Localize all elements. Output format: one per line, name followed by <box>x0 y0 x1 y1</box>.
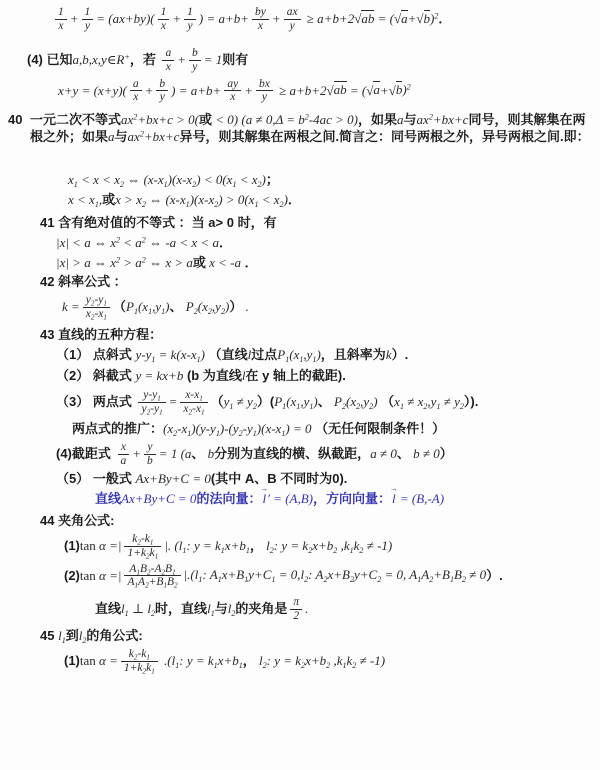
text-run: 43 直线的五种方程： <box>40 327 163 343</box>
text-run: 41 含有绝对值的不等式 ：当 a> 0 时，有 <box>40 214 277 230</box>
fraction: $\frac{b}{y}$ <box>156 78 168 105</box>
math-run: + <box>172 10 182 26</box>
math-function: tan <box>79 537 100 553</box>
doc-line <box>58 78 600 105</box>
text-run: ； <box>265 172 279 188</box>
numbered-paragraph <box>8 112 600 146</box>
math-run: $P_2(x_2,y_2)$ <box>330 393 378 411</box>
doc-line <box>56 441 600 468</box>
math-run: = (B,-A) <box>396 491 445 507</box>
math-run: $l_2$ <box>227 601 236 618</box>
fraction: $\frac{k_2-k_1}{1+k_2k_1}$ <box>121 648 158 675</box>
text-run: 的法向量： <box>196 491 262 507</box>
text-run: 的角公式: <box>86 628 143 644</box>
math-run: |. ($l_1$: $y = k_1x+b_1$ <box>164 537 250 555</box>
doc-line <box>27 47 600 74</box>
fraction: $\frac{ay}{x}$ <box>224 78 241 105</box>
math-run: $(x_2-x_1)(y-y_1)-(y_2-y_1)(x-x_1) = 0$ <box>163 420 312 438</box>
text-run: ． <box>287 191 301 207</box>
text-run: (4) 已知 <box>27 51 73 67</box>
text-run: (其中 A、B 不同时为0). <box>210 471 348 487</box>
text-run: ， <box>242 652 256 668</box>
math-run: α = <box>99 652 118 668</box>
text-run: 、 <box>396 446 410 462</box>
sqrt-radical: √ab <box>326 82 347 98</box>
text-run: ． <box>438 10 452 26</box>
fraction: $\frac{y}{b}$ <box>144 441 156 468</box>
math-run: = <box>168 393 178 409</box>
text-run: 或 <box>192 254 206 270</box>
math-run: . <box>305 601 309 617</box>
text-run: ）). <box>463 393 479 409</box>
math-run: $P_1(x_1,y_1)$ <box>274 393 318 411</box>
math-run: a <box>108 129 115 145</box>
text-run: 同号，则其解集在两根之外；如果 <box>30 112 586 145</box>
fraction: $\frac{x}{a}$ <box>118 441 130 468</box>
text-run: ） <box>439 446 453 462</box>
fraction: $\frac{y-y_1}{y_2-y_1}$ <box>138 389 165 416</box>
text-run: （直线 <box>205 347 248 363</box>
fraction: $\frac{bx}{y}$ <box>256 78 273 105</box>
math-run: )$^2$ <box>402 82 411 98</box>
fraction: $\frac{b}{y}$ <box>189 47 201 74</box>
doc-line <box>95 491 600 508</box>
fraction: $\frac{1}{x}$ <box>55 6 67 33</box>
doc-line <box>56 471 600 488</box>
vector-symbol: l → <box>262 491 266 508</box>
text-run: 的夹角是 <box>235 601 288 617</box>
math-run: $x > x_2$ ⇔ $(x-x_1)(x-x_2) > 0(x_1 < x_2)$ <box>115 191 288 209</box>
math-run: x < -a <box>205 254 241 270</box>
text-run: ，若 <box>129 51 160 67</box>
doc-line <box>64 533 600 560</box>
math-run: $l_2$ <box>78 628 87 645</box>
math-run: ) = a+b+ <box>198 10 250 26</box>
sqrt-radical: √ab <box>354 10 375 26</box>
doc-line <box>40 215 600 232</box>
doc-line <box>40 513 600 530</box>
doc-line <box>56 389 600 416</box>
text-run: (b 为直线 <box>183 367 242 383</box>
text-run: 、 <box>317 393 331 409</box>
fraction: $\frac{1}{y}$ <box>82 6 94 33</box>
math-run: l <box>241 367 246 383</box>
math-run: + <box>144 82 154 98</box>
math-run: x+y = (x+y)( <box>58 82 127 98</box>
doc-line <box>40 628 600 645</box>
math-run: < 0) $(a \ne 0,\Delta = b^2-4ac > 0)$ <box>212 112 358 128</box>
text-run: 过点 <box>251 347 278 363</box>
math-run: = 1 <box>203 51 223 67</box>
math-run: $ax^2+bx+c$ <box>127 129 180 145</box>
text-run: （ <box>377 393 395 409</box>
math-run: b ≠ 0 <box>409 446 440 462</box>
doc-line <box>56 235 600 252</box>
math-run: $x < x_1$, <box>68 191 103 209</box>
doc-line <box>56 255 600 272</box>
math-run: k = <box>62 299 80 315</box>
math-run: + <box>379 82 389 98</box>
text-run: ． <box>241 254 258 270</box>
text-run: 两点式的推广： <box>72 420 164 436</box>
math-run: = ( <box>346 82 367 98</box>
sqrt-radical: √b <box>416 10 431 26</box>
math-run: )$^2$ <box>430 10 439 26</box>
math-function: tan <box>79 652 100 668</box>
fraction: $\frac{y_2-y_1}{x_2-x_1}$ <box>83 294 110 321</box>
doc-line <box>56 347 600 364</box>
text-run: 42 斜率公式 ： <box>40 274 127 290</box>
sqrt-radical: √a <box>366 82 380 98</box>
text-run: 与 <box>114 129 128 145</box>
text-run: (4)截距式 <box>56 446 115 462</box>
math-run: y = kx+b <box>135 367 184 383</box>
math-run: $P_1(x_1,y_1)$ <box>277 347 321 364</box>
text-run: 44 夹角公式: <box>40 512 115 528</box>
item-number: 40 <box>8 112 23 128</box>
text-run: 则有 <box>222 51 249 67</box>
doc-line <box>56 368 600 385</box>
math-run: l <box>247 347 252 363</box>
text-run: 时，直线 <box>155 601 208 617</box>
math-run: |x| > a ⇔ $x^2 > a^2$ ⇔ x > a <box>56 254 193 270</box>
math-run: Ax+By+C = 0 <box>121 491 197 507</box>
fraction: $\frac{A_1B_2-A_2B_1}{A_1A_2+B_1B_2}$ <box>124 563 180 590</box>
sqrt-radical: √b <box>388 82 403 98</box>
math-run: α =| <box>99 567 122 583</box>
math-run: a,b,x,y∈R+ <box>72 51 130 67</box>
text-run: ）. <box>486 567 503 583</box>
math-run: + <box>271 10 281 26</box>
text-run: 或 <box>199 112 213 128</box>
math-run: + <box>244 82 253 98</box>
doc-line <box>68 172 600 189</box>
fraction: $\frac{ax}{y}$ <box>284 6 301 33</box>
math-run: k <box>385 347 392 363</box>
doc-line <box>68 192 600 209</box>
math-run: $x_1 < x < x_2$ ⇔ $(x-x_1)(x-x_2) < 0(x_1 < x_2)$ <box>68 172 266 189</box>
math-run: ≥ a+b+2 <box>275 82 327 98</box>
text-run: （ <box>210 393 224 409</box>
math-run: $|.(l_1$: $A_1x+B_1y+C_1 = 0,l_2$: $A_2x+B_2y+C_2 = 0$, $A_1A_2+B_1B_2 \ne 0$ <box>183 567 487 585</box>
text-run: 分别为直线的横、纵截距， <box>214 446 371 462</box>
math-run: = 1 (a <box>158 446 192 462</box>
text-run: （2） 斜截式 <box>56 367 136 383</box>
math-run: Ax+By+C = 0 <box>135 471 211 487</box>
doc-line <box>40 274 600 291</box>
doc-line <box>95 596 600 623</box>
text-run: (1) <box>64 652 80 668</box>
doc-line <box>72 421 600 438</box>
math-run: $l_2$: $y = k_2x+b_2$ $,k_1k_2 \ne -1$) <box>262 537 393 555</box>
math-run: $l_1$ ⊥ $l_2$ <box>121 601 156 618</box>
doc-line <box>40 327 600 344</box>
text-run: (2) <box>64 567 80 583</box>
text-run: （5） 一般式 <box>56 471 136 487</box>
math-run: ′ = (A,B) <box>267 491 313 507</box>
math-run: $ax^2+bx+c > 0$( <box>121 112 200 128</box>
math-run: + <box>177 51 186 67</box>
fraction: $\frac{by}{x}$ <box>252 6 269 33</box>
text-run: 或 <box>102 191 116 207</box>
math-run: + <box>132 446 142 462</box>
text-run: （1） 点斜式 <box>56 347 136 363</box>
math-function: tan <box>79 567 100 583</box>
text-run: ）( <box>256 393 275 409</box>
fraction: $\frac{k_2-k_1}{1+k_2k_1}$ <box>124 533 161 560</box>
text-run: 与 <box>214 601 228 617</box>
math-run: b <box>204 446 215 462</box>
text-run: (1) <box>64 537 80 553</box>
text-run: （3） 两点式 <box>56 393 136 409</box>
math-run: = (ax+by)( <box>96 10 155 26</box>
math-run: $P_2(x_2,y_2)$ <box>182 299 230 316</box>
text-run: ， <box>249 537 263 553</box>
text-run: （ <box>112 299 126 315</box>
math-run: $ax^2+bx+c$ <box>416 112 469 128</box>
text-run: 到 <box>65 628 79 644</box>
fraction: $\frac{a}{x}$ <box>162 47 174 74</box>
math-run: $l_1$ <box>58 628 66 645</box>
math-run: $l_1$ <box>207 601 215 618</box>
text-run: 、 <box>169 299 183 315</box>
text-run: 直线 <box>95 601 122 617</box>
fraction: $\frac{x-x_1}{x_2-x_1}$ <box>180 389 207 416</box>
math-run: α =| <box>99 537 122 553</box>
math-run: = ( <box>374 10 394 26</box>
math-run: $.(l_1$: $y = k_1x+b_1$ <box>160 652 243 670</box>
math-run: |x| < a ⇔ $x^2 < a^2$ ⇔ -a < x < a <box>56 234 219 250</box>
math-run: $y_1 \ne y_2$ <box>223 393 257 411</box>
doc-line <box>64 563 600 590</box>
math-run: . <box>242 299 249 315</box>
math-run: ) = a+b+ <box>171 82 222 98</box>
text-run: 一元二次不等式 <box>30 112 122 128</box>
sqrt-radical: √a <box>393 10 408 26</box>
math-run: + <box>69 10 79 26</box>
paragraph-body <box>30 112 600 146</box>
math-run: $x_1 \ne x_2,y_1 \ne y_2$ <box>394 393 464 411</box>
text-run: ，且斜率为 <box>320 347 386 363</box>
math-run: a ≠ 0 <box>370 446 397 462</box>
fraction: $\frac{1}{x}$ <box>158 6 170 33</box>
text-run: ，如果 <box>358 112 398 128</box>
text-run: 在 y 轴上的截距). <box>245 367 346 383</box>
math-run: a <box>397 112 404 128</box>
math-run: + <box>407 10 417 26</box>
math-run: $P_1(x_1,y_1)$ <box>125 299 170 316</box>
math-run: $l_2$: $y = k_2x+b_2$ $,k_1k_2 \ne -1$) <box>255 652 386 670</box>
text-run: ，方向向量： <box>312 491 391 507</box>
text-run: 直线 <box>95 491 122 507</box>
math-run: ≥ a+b+2 <box>303 10 355 26</box>
fraction: $\frac{1}{y}$ <box>184 6 196 33</box>
text-run: ）. <box>391 347 409 363</box>
math-run: $y-y_1 = k(x-x_1)$ <box>135 347 205 364</box>
doc-line <box>62 294 600 321</box>
vector-symbol: l → <box>392 491 396 508</box>
doc-line <box>64 648 600 675</box>
fraction: $\frac{\pi}{2}$ <box>290 596 302 623</box>
text-run: 异号，则其解集在两根之间.简言之：同号两根之外，异号两根之间.即： <box>179 129 590 145</box>
fraction: $\frac{a}{x}$ <box>130 78 142 105</box>
text-run: 、 <box>191 446 205 462</box>
text-run: ） <box>229 299 243 315</box>
text-run: 与 <box>403 112 417 128</box>
doc-line <box>52 6 600 33</box>
text-run: ． <box>218 234 232 250</box>
text-run: 45 <box>40 628 59 644</box>
text-run: （无任何限制条件！） <box>311 420 446 436</box>
